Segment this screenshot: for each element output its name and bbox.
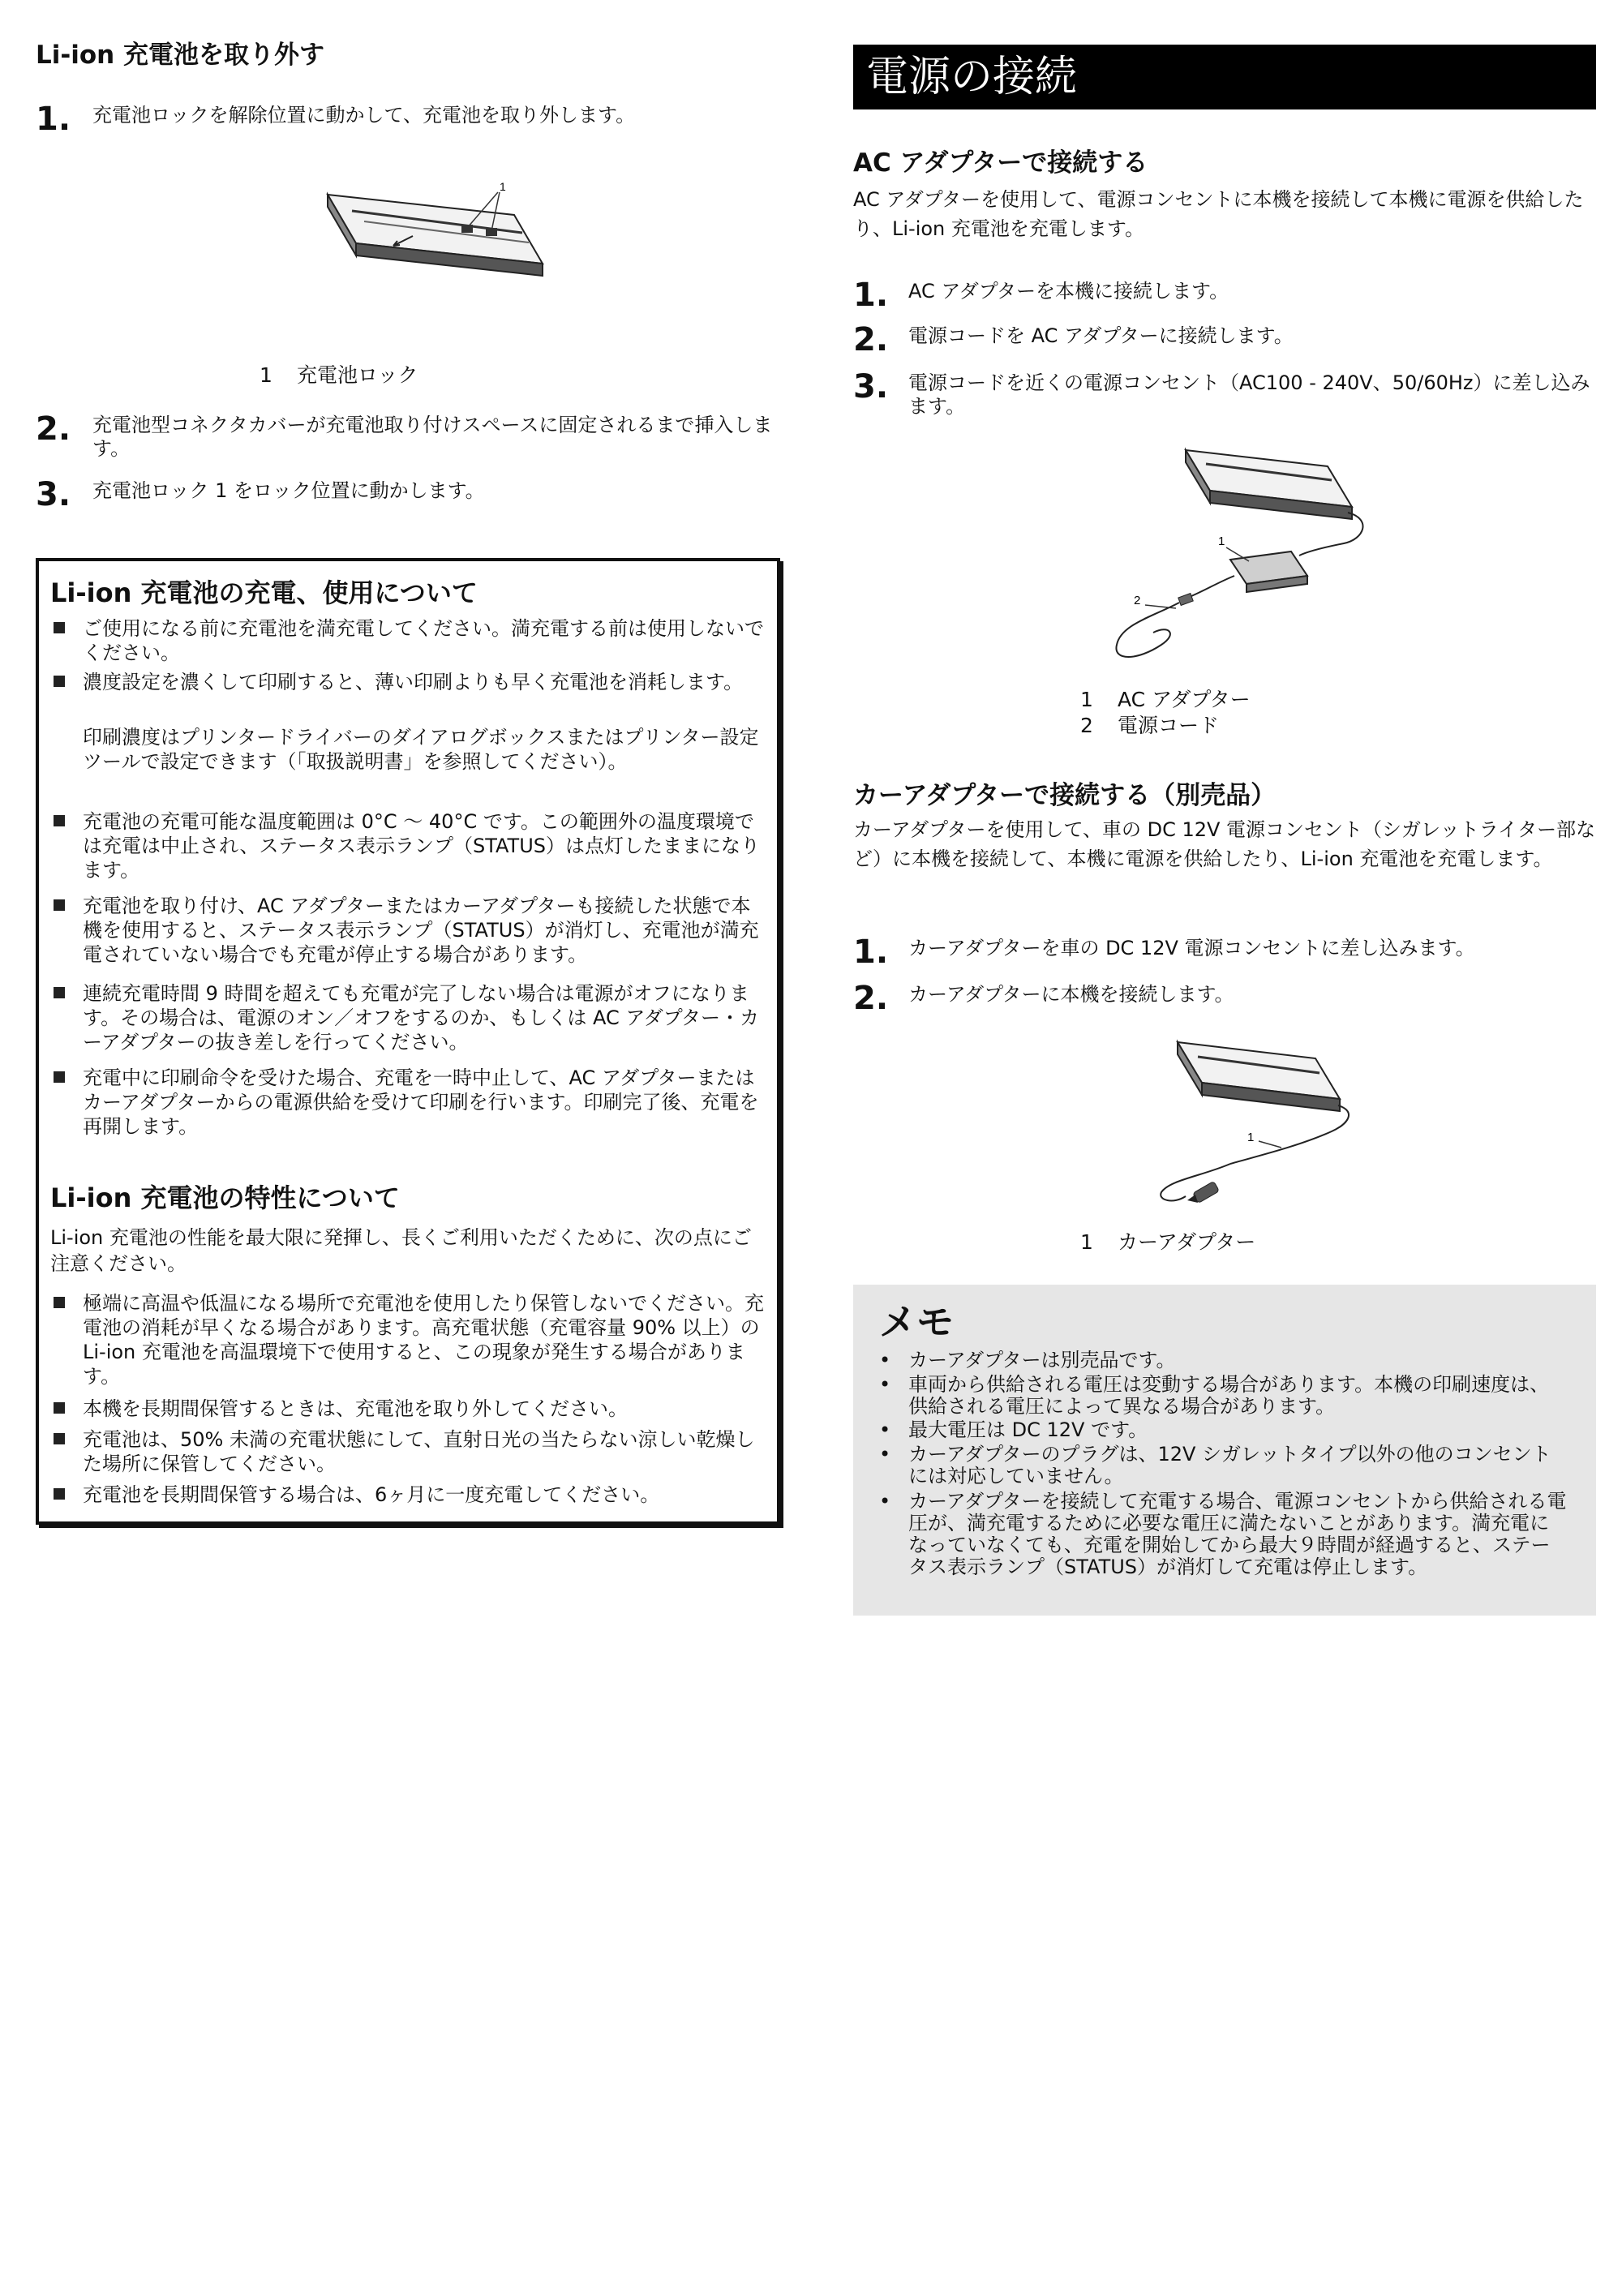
step-text: 充電池型コネクタカバーが充電池取り付けスペースに固定されるまで挿入します。 [92, 414, 773, 460]
step-number: 1. [853, 933, 889, 971]
car-adapter-illustration [1137, 1034, 1380, 1221]
list-item: 充電池の充電可能な温度範囲は 0°C ～ 40°C です。この範囲外の温度環境では充電は中止され、ステータス表示ランプ（STATUS）は点灯したままになります。 [50, 809, 766, 882]
memo-box [853, 1285, 1596, 1616]
step-text: 電源コードを近くの電源コンセント（AC100 - 240V、50/60Hz）に差し込みます。 [908, 371, 1590, 418]
remove-battery-heading: Li-ion 充電池を取り外す [36, 41, 325, 70]
step-text: 電源コードを AC アダプターに接続します。 [908, 324, 1294, 347]
car-adapter-heading: カーアダプターで接続する（別売品） [853, 781, 1277, 810]
step-number: 1. [36, 101, 71, 138]
step-text: カーアダプターに本機を接続します。 [908, 983, 1234, 1006]
battery-usage-heading: Li-ion 充電池の充電、使用について [50, 577, 478, 608]
bullet-square-icon [54, 815, 65, 826]
step-number: 2. [853, 980, 889, 1017]
list-item: ご使用になる前に充電池を満充電してください。満充電する前は使用しないでください。 [50, 616, 766, 665]
bullet-square-icon [54, 1297, 65, 1308]
step-text: 充電池ロック 1 をロック位置に動かします。 [92, 479, 485, 502]
memo-item: • カーアダプターは別売品です。 [879, 1349, 1176, 1371]
list-item: 濃度設定を濃くして印刷すると、薄い印刷よりも早く充電池を消耗します。 [50, 670, 766, 694]
battery-characteristics-heading: Li-ion 充電池の特性について [50, 1182, 400, 1213]
battery-lock-illustration [320, 174, 563, 296]
bullet-dot-icon: • [879, 1490, 891, 1513]
page-title: 電源の接続 [853, 45, 1596, 109]
list-item: 充電中に印刷命令を受けた場合、充電を一時中止して、AC アダプターまたはカーアダプターからの電源供給を受けて印刷を行います。印刷完了後、充電を再開します。 [50, 1066, 766, 1139]
figure-callout-2: 2 [1134, 594, 1141, 607]
list-item: 本機を長期間保管するときは、充電池を取り外してください。 [50, 1397, 766, 1421]
list-item: 充電池は、50% 未満の充電状態にして、直射日光の当たらない涼しい乾燥した場所に保管してください。 [50, 1427, 766, 1476]
bullet-square-icon [54, 622, 65, 633]
list-item: 充電池を長期間保管する場合は、6ヶ月に一度充電してください。 [50, 1483, 766, 1507]
bullet-square-icon [54, 676, 65, 687]
figure-callout-1: 1 [1218, 534, 1225, 548]
step-number: 2. [853, 321, 889, 358]
battery-caution-box [36, 558, 780, 1525]
step-text: 充電池ロックを解除位置に動かして、充電池を取り外します。 [92, 104, 636, 127]
list-item: 連続充電時間 9 時間を超えても充電が完了しない場合は電源がオフになります。その場合は、電源のオン／オフをするのか、もしくは AC アダプター・カーアダプターの抜き差しを行ってください。 [50, 981, 766, 1054]
ac-adapter-heading: AC アダプターで接続する [853, 148, 1148, 178]
ac-caption-2: 2 電源コード [1080, 714, 1220, 737]
step-text: カーアダプターを車の DC 12V 電源コンセントに差し込みます。 [908, 937, 1475, 959]
battery-characteristics-intro: Li-ion 充電池の性能を最大限に発揮し、長くご利用いただくために、次の点にご注意ください。 [50, 1226, 752, 1275]
list-item-note: 印刷濃度はプリンタードライバーのダイアログボックスまたはプリンター設定ツールで設定できます（「取扱説明書」を参照してください）。 [83, 726, 759, 773]
bullet-square-icon [54, 987, 65, 998]
ac-adapter-intro: AC アダプターを使用して、電源コンセントに本機を接続して本機に電源を供給したり、Li-ion 充電池を充電します。 [853, 188, 1584, 240]
memo-item: • カーアダプターのプラグは、12V シガレットタイプ以外の他のコンセントには対応していません。 [879, 1443, 1551, 1487]
car-caption: 1 カーアダプター [1080, 1230, 1256, 1254]
memo-item: • 車両から供給される電圧は変動する場合があります。本機の印刷速度は、供給される電圧によって異なる場合があります。 [879, 1373, 1550, 1418]
bullet-dot-icon: • [879, 1418, 891, 1441]
list-item: 極端に高温や低温になる場所で充電池を使用したり保管しないでください。充電池の消耗が早くなる場合があります。高充電状態（充電容量 90% 以上）の Li-ion 充電池を高温環境下で使用すると、この現象が発生する場合があります。 [50, 1291, 766, 1388]
bullet-dot-icon: • [879, 1443, 891, 1466]
figure-callout: 1 [1247, 1131, 1255, 1144]
step-number: 3. [36, 476, 71, 513]
bullet-square-icon [54, 1433, 65, 1444]
step-number: 3. [853, 368, 889, 406]
step-number: 2. [36, 410, 71, 448]
memo-item: • 最大電圧は DC 12V です。 [879, 1418, 1148, 1441]
list-item: 充電池を取り付け、AC アダプターまたはカーアダプターも接続した状態で本機を使用すると、ステータス表示ランプ（STATUS）が消灯し、充電池が満充電されていない場合でも充電が停止する場合があります。 [50, 894, 766, 967]
ac-adapter-illustration [1105, 438, 1397, 681]
step-number: 1. [853, 277, 889, 314]
memo-item: • カーアダプターを接続して充電する場合、電源コンセントから供給される電圧が、満充電するために必要な電圧に満たないことがあります。満充電になっていなくても、充電を開始してから最大９時間が経過すると、ステータス表示ランプ（STATUS）が消灯して充電は停止します。 [879, 1490, 1567, 1578]
battery-lock-caption: 1 充電池ロック [260, 363, 418, 387]
bullet-square-icon [54, 1402, 65, 1414]
memo-heading: メモ [879, 1300, 954, 1344]
ac-caption-1: 1 AC アダプター [1080, 688, 1251, 711]
step-text: AC アダプターを本機に接続します。 [908, 280, 1229, 303]
figure-callout: 1 [500, 180, 506, 193]
bullet-square-icon [54, 1488, 65, 1500]
bullet-dot-icon: • [879, 1373, 891, 1396]
car-adapter-intro: カーアダプターを使用して、車の DC 12V 電源コンセント（シガレットライター部など）に本機を接続して、本機に電源を供給したり、Li-ion 充電池を充電します。 [853, 818, 1596, 870]
bullet-dot-icon: • [879, 1349, 891, 1371]
bullet-square-icon [54, 899, 65, 911]
bullet-square-icon [54, 1071, 65, 1083]
